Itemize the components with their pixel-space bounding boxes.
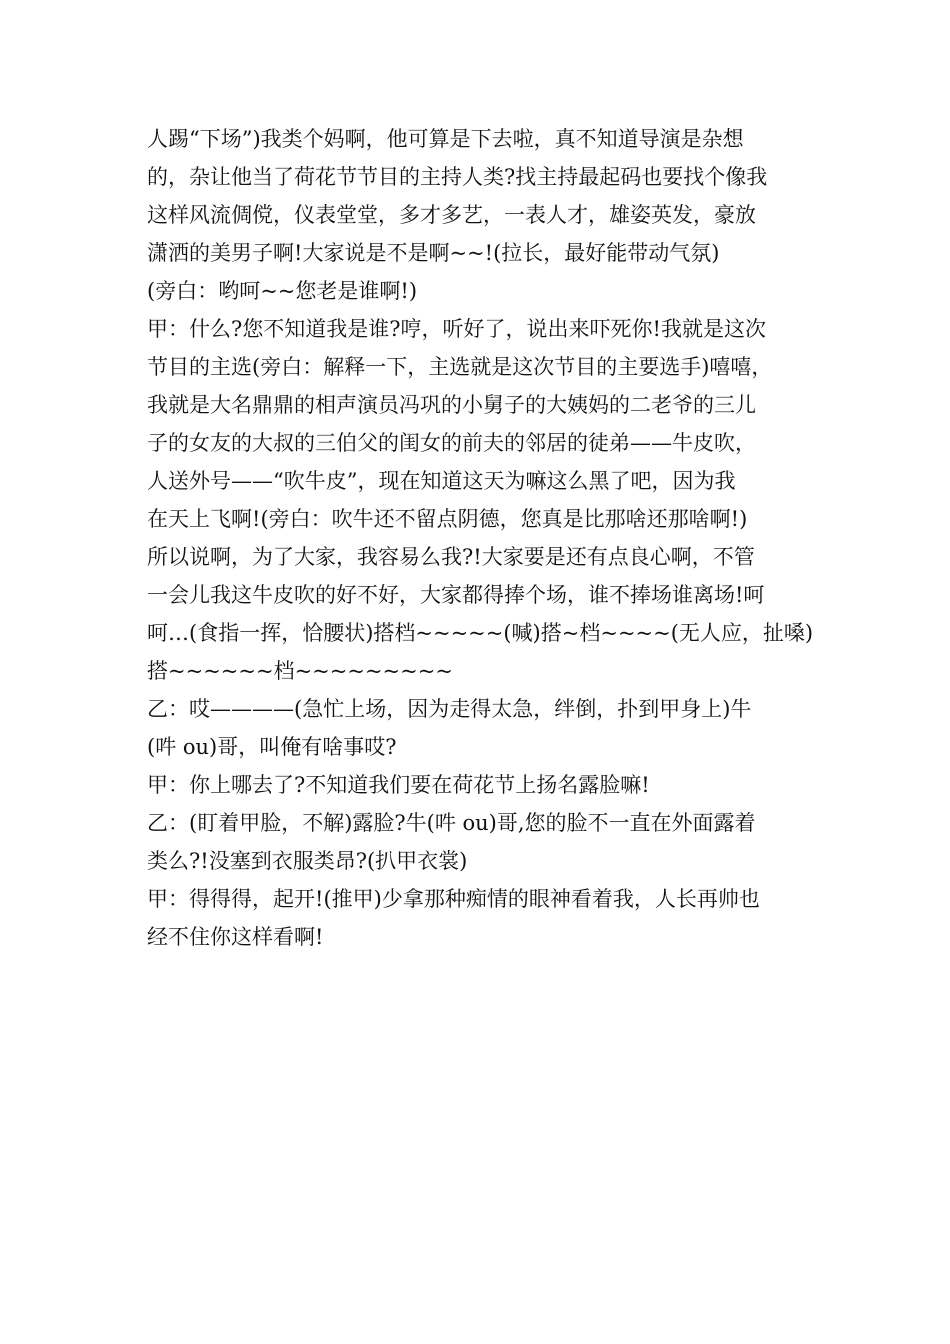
text-line: 乙：(盯着甲脸，不解)露脸?牛(吽 ou)哥,您的脸不一直在外面露着 bbox=[147, 811, 756, 835]
script-text-body bbox=[147, 120, 817, 956]
text-line: 潇洒的美男子啊!大家说是不是啊~~!(拉长，最好能带动气氛) bbox=[147, 241, 720, 265]
text-line: 甲：得得得，起开!(推甲)少拿那种痴情的眼神看着我，人长再帅也 bbox=[147, 887, 760, 911]
text-line: 一会儿我这牛皮吹的好不好，大家都得捧个场，谁不捧场谁离场!呵 bbox=[147, 583, 765, 607]
text-line: 呵…(食指一挥，恰腰状)搭档~~~~~(喊)搭~档~~~~(无人应，扯嗓) bbox=[147, 621, 814, 645]
text-line: 乙：哎————(急忙上场，因为走得太急，绊倒，扑到甲身上)牛 bbox=[147, 697, 752, 721]
text-line: 子的女友的大叔的三伯父的闺女的前夫的邻居的徒弟——牛皮吹， bbox=[147, 431, 756, 455]
text-line: 这样风流倜傥，仪表堂堂，多才多艺，一表人才，雄姿英发，豪放 bbox=[147, 203, 756, 227]
text-line: 甲：你上哪去了?不知道我们要在荷花节上扬名露脸嘛! bbox=[147, 773, 650, 797]
text-line: 所以说啊，为了大家，我容易么我?!大家要是还有点良心啊，不管 bbox=[147, 545, 755, 569]
text-line: 在天上飞啊!(旁白：吹牛还不留点阴德，您真是比那啥还那啥啊!) bbox=[147, 507, 748, 531]
text-line: 甲：什么?您不知道我是谁?哼，听好了，说出来吓死你!我就是这次 bbox=[147, 317, 766, 341]
text-line: 经不住你这样看啊! bbox=[147, 925, 324, 949]
text-line: 搭~~~~~~档~~~~~~~~~ bbox=[147, 659, 453, 683]
text-line: 的，杂让他当了荷花节节目的主持人类?找主持最起码也要找个像我 bbox=[147, 165, 768, 189]
text-line: 类么?!没塞到衣服类昂?(扒甲衣裳) bbox=[147, 849, 468, 873]
text-line: 人送外号——“吹牛皮”，现在知道这天为嘛这么黑了吧，因为我 bbox=[147, 469, 736, 493]
text-line: (旁白：哟呵~~您老是谁啊!) bbox=[147, 279, 418, 303]
text-line: 人踢“下场”)我类个妈啊，他可算是下去啦，真不知道导演是杂想 bbox=[147, 127, 744, 151]
text-line: 节目的主选(旁白：解释一下，主选就是这次节目的主要选手)嘻嘻， bbox=[147, 355, 773, 379]
text-line: 我就是大名鼎鼎的相声演员冯巩的小舅子的大姨妈的二老爷的三儿 bbox=[147, 393, 756, 417]
text-line: (吽 ou)哥，叫俺有啥事哎? bbox=[147, 735, 397, 759]
